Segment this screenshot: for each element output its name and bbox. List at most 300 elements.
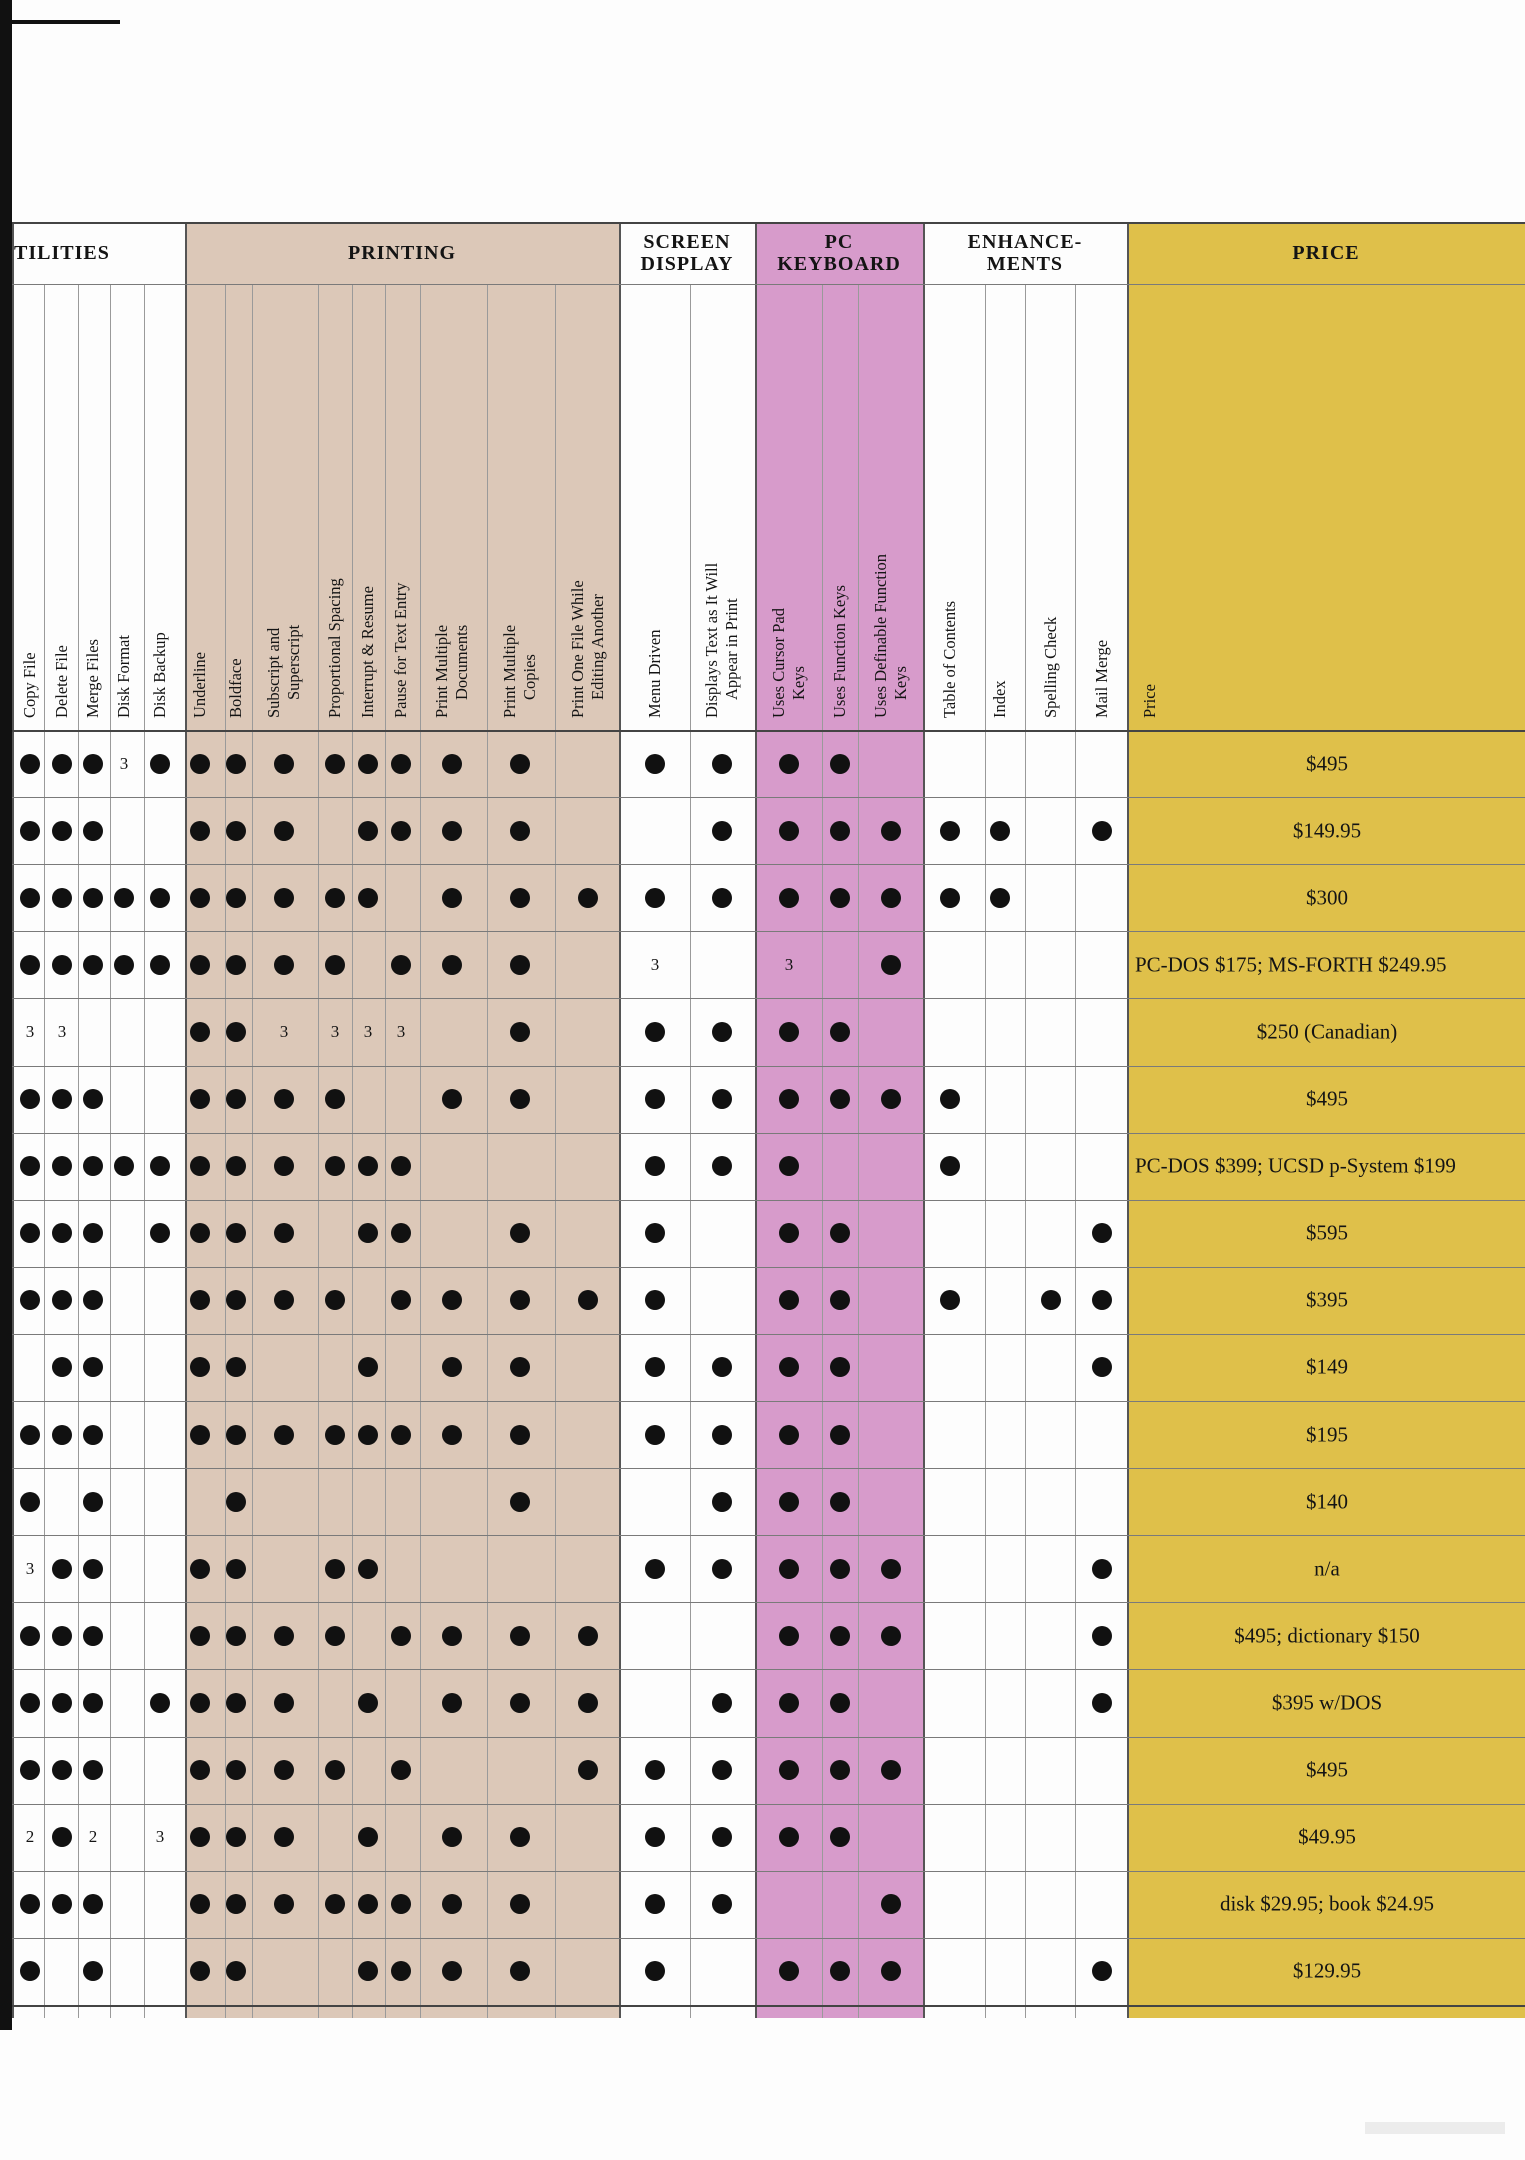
feature-dot: [83, 1089, 103, 1109]
feature-dot: [83, 754, 103, 774]
feature-dot: [150, 754, 170, 774]
row-rule: [12, 1200, 1525, 1201]
feature-dot: [1092, 1961, 1112, 1981]
price-cell: $495: [1306, 751, 1348, 776]
column-label-line: Proportional Spacing: [325, 578, 344, 718]
feature-dot: [83, 1425, 103, 1445]
feature-dot: [52, 1760, 72, 1780]
feature-dot: [712, 888, 732, 908]
feature-dot: [391, 1760, 411, 1780]
feature-dot: [52, 888, 72, 908]
feature-dot: [830, 1022, 850, 1042]
feature-dot: [779, 1022, 799, 1042]
feature-dot: [881, 1961, 901, 1981]
feature-dot: [990, 821, 1010, 841]
price-cell: $49.95: [1298, 1824, 1356, 1849]
feature-dot: [190, 1357, 210, 1377]
feature-dot: [830, 1693, 850, 1713]
feature-dot: [325, 1559, 345, 1579]
feature-dot: [274, 1290, 294, 1310]
feature-dot: [190, 1559, 210, 1579]
feature-dot: [190, 1760, 210, 1780]
column-rule: [690, 284, 691, 2018]
feature-dot: [190, 955, 210, 975]
feature-dot: [391, 821, 411, 841]
feature-dot: [510, 1022, 530, 1042]
feature-dot: [578, 1693, 598, 1713]
feature-dot: [83, 1894, 103, 1914]
feature-dot: [358, 1425, 378, 1445]
feature-dot: [274, 1827, 294, 1847]
row-rule: [12, 1334, 1525, 1335]
column-label-line: Copies: [520, 654, 539, 700]
group-title-screen: SCREEN DISPLAY: [640, 231, 734, 275]
feature-dot: [20, 1425, 40, 1445]
feature-dot: [190, 1961, 210, 1981]
price-cell: PC-DOS $175; MS-FORTH $249.95: [1135, 952, 1447, 977]
column-label-line: Spelling Check: [1041, 616, 1060, 718]
feature-dot: [20, 1894, 40, 1914]
feature-dot: [779, 888, 799, 908]
feature-dot: [391, 1961, 411, 1981]
price-cell: $300: [1306, 885, 1348, 910]
feature-dot: [52, 955, 72, 975]
footnote-number: 3: [363, 1021, 373, 1041]
feature-dot: [779, 1760, 799, 1780]
feature-dot: [391, 955, 411, 975]
feature-dot: [830, 1492, 850, 1512]
feature-dot: [881, 1559, 901, 1579]
feature-dot: [83, 821, 103, 841]
feature-dot: [226, 1626, 246, 1646]
feature-dot: [226, 1961, 246, 1981]
feature-dot: [578, 1760, 598, 1780]
feature-dot: [510, 1961, 530, 1981]
feature-dot: [274, 1760, 294, 1780]
column-rule: [755, 222, 757, 2018]
feature-dot: [226, 955, 246, 975]
feature-dot: [20, 821, 40, 841]
feature-dot: [358, 888, 378, 908]
footnote-number: 3: [57, 1021, 67, 1041]
price-cell: $395 w/DOS: [1271, 1690, 1383, 1715]
feature-dot: [358, 1961, 378, 1981]
feature-dot: [645, 888, 665, 908]
feature-dot: [150, 1223, 170, 1243]
feature-dot: [83, 1693, 103, 1713]
feature-dot: [226, 1156, 246, 1176]
price-cell: $195: [1306, 1422, 1348, 1447]
feature-dot: [83, 1357, 103, 1377]
feature-dot: [510, 1223, 530, 1243]
row-rule: [12, 1401, 1525, 1402]
feature-dot: [779, 1089, 799, 1109]
feature-dot: [83, 1760, 103, 1780]
feature-dot: [881, 1894, 901, 1914]
column-label-line: Uses Cursor Pad: [769, 608, 788, 718]
feature-dot: [645, 1156, 665, 1176]
feature-dot: [779, 1290, 799, 1310]
feature-dot: [391, 1156, 411, 1176]
feature-dot: [510, 1425, 530, 1445]
feature-dot: [940, 821, 960, 841]
feature-dot: [83, 1559, 103, 1579]
footnote-number: 3: [155, 1827, 165, 1847]
feature-dot: [940, 1156, 960, 1176]
feature-dot: [712, 1559, 732, 1579]
feature-dot: [226, 754, 246, 774]
feature-dot: [190, 821, 210, 841]
footnote-number: 3: [25, 1021, 35, 1041]
feature-dot: [645, 1357, 665, 1377]
row-rule: [12, 1804, 1525, 1805]
feature-dot: [52, 1559, 72, 1579]
column-label-line: Underline: [190, 652, 209, 718]
price-cell: $149: [1306, 1354, 1348, 1379]
footnote-number: 3: [25, 1558, 35, 1578]
group-title-printing: PRINTING: [347, 242, 456, 264]
feature-dot: [830, 1827, 850, 1847]
column-label-definable_keys: [861, 378, 921, 718]
feature-dot: [190, 1693, 210, 1713]
feature-dot: [20, 1223, 40, 1243]
feature-dot: [226, 1760, 246, 1780]
feature-dot: [442, 1894, 462, 1914]
feature-dot: [510, 1089, 530, 1109]
feature-dot: [274, 955, 294, 975]
feature-dot: [190, 1827, 210, 1847]
column-label-line: Print One File While: [568, 580, 587, 718]
feature-dot: [274, 1223, 294, 1243]
feature-dot: [830, 821, 850, 841]
feature-dot: [83, 1156, 103, 1176]
feature-dot: [830, 754, 850, 774]
feature-dot: [510, 1357, 530, 1377]
column-rule: [487, 284, 488, 2018]
feature-dot: [52, 1290, 72, 1310]
feature-dot: [358, 1894, 378, 1914]
feature-dot: [358, 1559, 378, 1579]
feature-dot: [779, 1961, 799, 1981]
feature-dot: [226, 1290, 246, 1310]
footnote-number: 3: [279, 1021, 289, 1041]
column-label-line: Uses Function Keys: [830, 585, 849, 718]
feature-dot: [645, 1760, 665, 1780]
column-label-line: Superscript: [284, 624, 303, 700]
column-label-line: Disk Backup: [150, 632, 169, 718]
feature-dot: [830, 1223, 850, 1243]
feature-dot: [391, 1894, 411, 1914]
feature-dot: [830, 1626, 850, 1646]
feature-dot: [830, 1961, 850, 1981]
feature-dot: [442, 1089, 462, 1109]
feature-dot: [830, 1290, 850, 1310]
price-cell: $595: [1306, 1220, 1348, 1245]
feature-dot: [645, 754, 665, 774]
feature-dot: [1092, 821, 1112, 841]
feature-dot: [881, 1089, 901, 1109]
feature-dot: [990, 888, 1010, 908]
row-rule: [12, 1737, 1525, 1738]
column-label-line: Print Multiple: [500, 624, 519, 718]
feature-dot: [20, 1089, 40, 1109]
feature-dot: [881, 1626, 901, 1646]
feature-dot: [83, 1961, 103, 1981]
feature-dot: [190, 1290, 210, 1310]
feature-dot: [274, 1089, 294, 1109]
price-cell: n/a: [1314, 1556, 1340, 1581]
feature-dot: [52, 821, 72, 841]
feature-dot: [510, 1827, 530, 1847]
feature-dot: [510, 955, 530, 975]
feature-dot: [510, 1492, 530, 1512]
feature-dot: [881, 888, 901, 908]
footnote-number: 3: [119, 753, 129, 773]
feature-dot: [442, 888, 462, 908]
group-title-enh: ENHANCE- MENTS: [967, 231, 1083, 275]
feature-dot: [114, 888, 134, 908]
column-rule: [555, 284, 556, 2018]
feature-dot: [830, 888, 850, 908]
column-label-line: Disk Format: [114, 635, 133, 718]
feature-dot: [20, 1760, 40, 1780]
column-label-line: Documents: [452, 624, 471, 700]
feature-dot: [442, 1961, 462, 1981]
feature-dot: [645, 1425, 665, 1445]
feature-dot: [391, 754, 411, 774]
feature-dot: [226, 888, 246, 908]
feature-dot: [645, 1961, 665, 1981]
feature-dot: [274, 821, 294, 841]
price-cell: $495: [1306, 1086, 1348, 1111]
feature-dot: [190, 1223, 210, 1243]
column-label-line: Keys: [891, 666, 910, 700]
row-rule: [12, 2005, 1525, 2007]
feature-dot: [712, 754, 732, 774]
feature-dot: [830, 1357, 850, 1377]
feature-dot: [226, 1827, 246, 1847]
price-cell: $140: [1306, 1489, 1348, 1514]
feature-dot: [226, 1693, 246, 1713]
row-rule: [12, 1602, 1525, 1603]
feature-dot: [1092, 1223, 1112, 1243]
feature-dot: [52, 754, 72, 774]
feature-dot: [52, 1156, 72, 1176]
feature-dot: [190, 1089, 210, 1109]
column-label-line: Pause for Text Entry: [391, 582, 410, 718]
feature-dot: [645, 1827, 665, 1847]
feature-dot: [712, 1156, 732, 1176]
column-label-line: Interrupt & Resume: [358, 586, 377, 718]
footnote-number: 3: [396, 1021, 406, 1041]
band-price: [1127, 222, 1525, 2018]
footnote-number: 2: [88, 1827, 98, 1847]
feature-dot: [358, 1223, 378, 1243]
column-label-line: Editing Another: [588, 594, 607, 700]
feature-dot: [226, 1089, 246, 1109]
feature-dot: [20, 1290, 40, 1310]
footer-mark: [1365, 2122, 1505, 2134]
feature-dot: [442, 1425, 462, 1445]
feature-dot: [358, 821, 378, 841]
feature-dot: [325, 955, 345, 975]
row-rule: [12, 1938, 1525, 1939]
column-label-line: Print Multiple: [432, 624, 451, 718]
footnote-number: 2: [25, 1827, 35, 1847]
feature-dot: [712, 1022, 732, 1042]
feature-dot: [712, 1089, 732, 1109]
column-label-line: Price: [1140, 684, 1159, 718]
group-title-utilities: TILITIES: [14, 242, 110, 264]
feature-dot: [391, 1425, 411, 1445]
feature-dot: [83, 1290, 103, 1310]
feature-dot: [150, 888, 170, 908]
row-rule: [12, 1066, 1525, 1067]
feature-dot: [114, 955, 134, 975]
feature-dot: [83, 1626, 103, 1646]
feature-dot: [83, 888, 103, 908]
feature-dot: [325, 1156, 345, 1176]
feature-dot: [20, 1961, 40, 1981]
column-label-line: Displays Text as It Will: [702, 562, 721, 718]
feature-dot: [712, 1425, 732, 1445]
feature-dot: [190, 1022, 210, 1042]
feature-dot: [712, 1693, 732, 1713]
column-label-print_multi_docs: [422, 378, 482, 718]
feature-dot: [1092, 1626, 1112, 1646]
feature-dot: [20, 1492, 40, 1512]
column-label-price: [1120, 378, 1180, 718]
row-rule: [12, 797, 1525, 798]
feature-dot: [510, 754, 530, 774]
feature-dot: [645, 1089, 665, 1109]
feature-dot: [442, 955, 462, 975]
feature-dot: [325, 1425, 345, 1445]
feature-dot: [358, 1357, 378, 1377]
feature-dot: [114, 1156, 134, 1176]
feature-dot: [645, 1022, 665, 1042]
feature-dot: [442, 1290, 462, 1310]
feature-dot: [83, 1223, 103, 1243]
row-rule: [12, 1535, 1525, 1536]
feature-dot: [325, 1626, 345, 1646]
column-label-line: Index: [990, 680, 1009, 718]
feature-dot: [940, 888, 960, 908]
feature-dot: [645, 1894, 665, 1914]
column-label-print_while_edit: [558, 378, 618, 718]
feature-dot: [442, 1626, 462, 1646]
column-label-line: Boldface: [226, 658, 245, 718]
feature-dot: [52, 1827, 72, 1847]
feature-dot: [226, 1559, 246, 1579]
feature-dot: [712, 1760, 732, 1780]
feature-dot: [83, 1492, 103, 1512]
feature-dot: [712, 1492, 732, 1512]
row-rule: [12, 284, 1525, 285]
row-rule: [12, 730, 1525, 732]
feature-dot: [779, 754, 799, 774]
feature-dot: [52, 1223, 72, 1243]
feature-dot: [881, 821, 901, 841]
feature-dot: [274, 1156, 294, 1176]
footnote-number: 3: [784, 954, 794, 974]
feature-dot: [226, 1357, 246, 1377]
feature-dot: [779, 821, 799, 841]
group-title-keyboard: PC KEYBOARD: [777, 231, 901, 275]
feature-dot: [52, 1357, 72, 1377]
column-label-line: Uses Definable Function: [871, 553, 890, 718]
feature-dot: [881, 955, 901, 975]
feature-dot: [645, 1223, 665, 1243]
feature-dot: [358, 1693, 378, 1713]
feature-dot: [190, 888, 210, 908]
row-rule: [12, 1468, 1525, 1469]
feature-dot: [226, 821, 246, 841]
feature-dot: [325, 1089, 345, 1109]
column-label-line: Appear in Print: [722, 598, 741, 700]
feature-dot: [274, 1693, 294, 1713]
feature-dot: [190, 754, 210, 774]
feature-dot: [712, 821, 732, 841]
feature-dot: [779, 1693, 799, 1713]
footnote-number: 3: [650, 954, 660, 974]
feature-dot: [20, 1626, 40, 1646]
feature-dot: [226, 1022, 246, 1042]
column-rule: [619, 222, 621, 2018]
feature-dot: [274, 1894, 294, 1914]
price-cell: $495: [1306, 1757, 1348, 1782]
feature-dot: [190, 1425, 210, 1445]
column-label-line: Menu Driven: [645, 629, 664, 718]
feature-dot: [940, 1089, 960, 1109]
feature-dot: [510, 1693, 530, 1713]
feature-dot: [190, 1626, 210, 1646]
feature-dot: [1092, 1290, 1112, 1310]
feature-dot: [645, 1290, 665, 1310]
price-cell: $395: [1306, 1287, 1348, 1312]
feature-dot: [510, 821, 530, 841]
feature-dot: [830, 1760, 850, 1780]
feature-dot: [391, 1223, 411, 1243]
row-rule: [12, 998, 1525, 999]
feature-dot: [1092, 1559, 1112, 1579]
feature-dot: [358, 1827, 378, 1847]
row-rule: [12, 931, 1525, 932]
feature-dot: [712, 1894, 732, 1914]
column-label-line: Mail Merge: [1092, 639, 1111, 718]
feature-dot: [779, 1492, 799, 1512]
column-label-line: Delete File: [52, 645, 71, 718]
feature-dot: [779, 1827, 799, 1847]
feature-dot: [325, 888, 345, 908]
feature-dot: [274, 1425, 294, 1445]
feature-dot: [325, 754, 345, 774]
feature-dot: [358, 1156, 378, 1176]
feature-dot: [712, 1827, 732, 1847]
feature-dot: [578, 888, 598, 908]
feature-dot: [325, 1290, 345, 1310]
feature-dot: [226, 1894, 246, 1914]
feature-dot: [358, 754, 378, 774]
feature-dot: [779, 1223, 799, 1243]
feature-dot: [442, 1693, 462, 1713]
feature-dot: [779, 1559, 799, 1579]
feature-dot: [20, 888, 40, 908]
feature-dot: [226, 1223, 246, 1243]
feature-dot: [226, 1425, 246, 1445]
feature-dot: [52, 1425, 72, 1445]
feature-dot: [830, 1089, 850, 1109]
